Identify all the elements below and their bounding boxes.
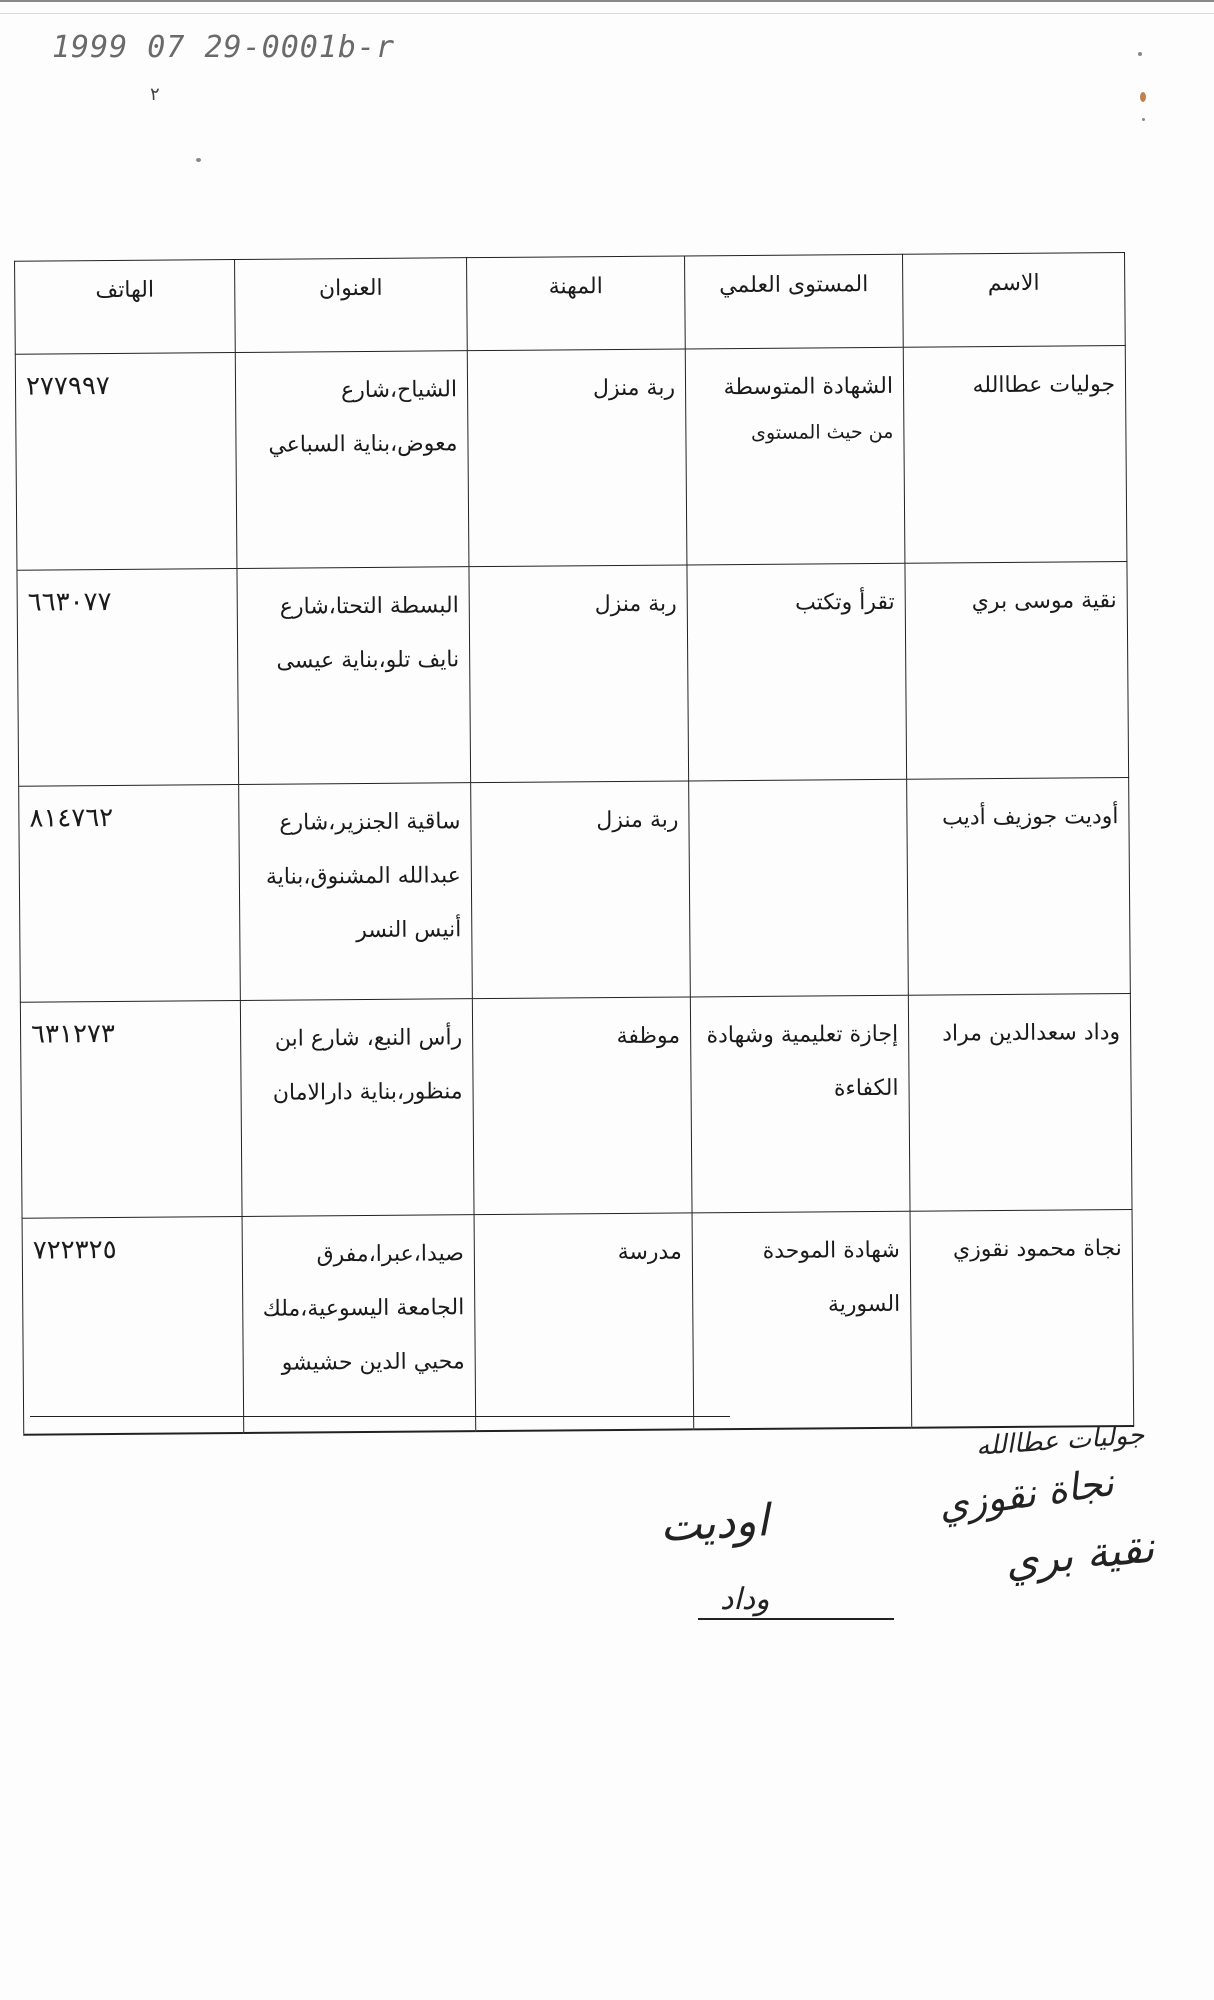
cell-phone: ٦٦٣٠٧٧ (17, 568, 239, 786)
cell-profession: ربة منزل (471, 781, 691, 999)
table-row (20, 993, 1132, 1218)
page-top-edge (0, 0, 1214, 14)
table-row (19, 777, 1131, 1002)
education-text: تقرأ وتكتب (795, 589, 895, 616)
cell-phone: ٨١٤٧٦٢ (19, 784, 241, 1002)
cell-address: البسطة التحتا،شارع نايف تلو،بناية عيسى (237, 567, 471, 785)
scan-speck (196, 158, 201, 162)
cell-phone: ٦٣١٢٧٣ (20, 1000, 242, 1218)
scan-speck (1138, 52, 1142, 56)
cell-phone: ٧٢٢٣٢٥ (22, 1216, 244, 1434)
signature-juliet: جوليات عطاالله (974, 1420, 1145, 1462)
cell-profession: مدرسة (474, 1213, 694, 1431)
cell-address: صيدا،عبرا،مفرق الجامعة اليسوعية،ملك محيي الدين حشيشو (242, 1215, 476, 1433)
signature-widad: وداد (720, 1582, 770, 1617)
cell-address: ساقية الجنزير،شارع عبدالله المشنوق،بناية أنيس النسر (239, 783, 473, 1001)
cell-education (689, 779, 909, 997)
cell-education (687, 563, 907, 781)
education-text: إجازة تعليمية وشهادة الكفاءة (706, 1021, 899, 1102)
table-row (17, 561, 1129, 786)
cell-profession: ربة منزل (469, 565, 689, 783)
scan-speck (1140, 92, 1146, 102)
cell-name: نجاة محمود نقوزي (910, 1209, 1134, 1427)
cell-education (690, 995, 910, 1213)
cell-phone: ٢٧٧٩٩٧ (15, 352, 237, 570)
table-row (15, 346, 1127, 571)
page-number: ٢ (150, 84, 160, 105)
cell-address: الشياح،شارع معوض،بناية السباعي (235, 351, 469, 569)
header-name: الاسم (903, 253, 1126, 348)
table-tail-line (30, 1416, 730, 1417)
signature-odette: اوديت (658, 1495, 770, 1552)
education-note: من حيث المستوى (751, 420, 894, 444)
scan-speck (1142, 118, 1145, 121)
signature-naqiya: نقية بري (1002, 1522, 1157, 1587)
cell-profession: ربة منزل (467, 349, 687, 567)
header-phone: الهاتف (15, 259, 236, 354)
header-education: المستوى العلمي (685, 254, 904, 349)
cell-address: رأس النبع، شارع ابن منظور،بناية دارالامان (240, 999, 474, 1217)
cell-education (692, 1211, 912, 1429)
cell-name: وداد سعدالدين مراد (908, 993, 1132, 1211)
education-text: شهادة الموحدة السورية (762, 1237, 901, 1318)
header-profession: المهنة (467, 256, 686, 351)
document-reference-code: 1999 07 29-0001b-r (52, 30, 396, 65)
cell-education (685, 347, 905, 565)
cell-name: أوديت جوزيف أديب (907, 777, 1131, 995)
signature-underline (698, 1618, 894, 1620)
table-row (22, 1209, 1134, 1434)
table-header-row (15, 253, 1126, 355)
header-address: العنوان (235, 258, 468, 353)
cell-name: جوليات عطاالله (903, 346, 1127, 564)
member-registry-table (14, 252, 1134, 1435)
cell-name: نقية موسى بري (905, 561, 1129, 779)
education-text: الشهادة المتوسطة (723, 373, 894, 401)
cell-profession: موظفة (472, 997, 692, 1215)
signature-najat: نجاة نقوزي (935, 1459, 1117, 1529)
